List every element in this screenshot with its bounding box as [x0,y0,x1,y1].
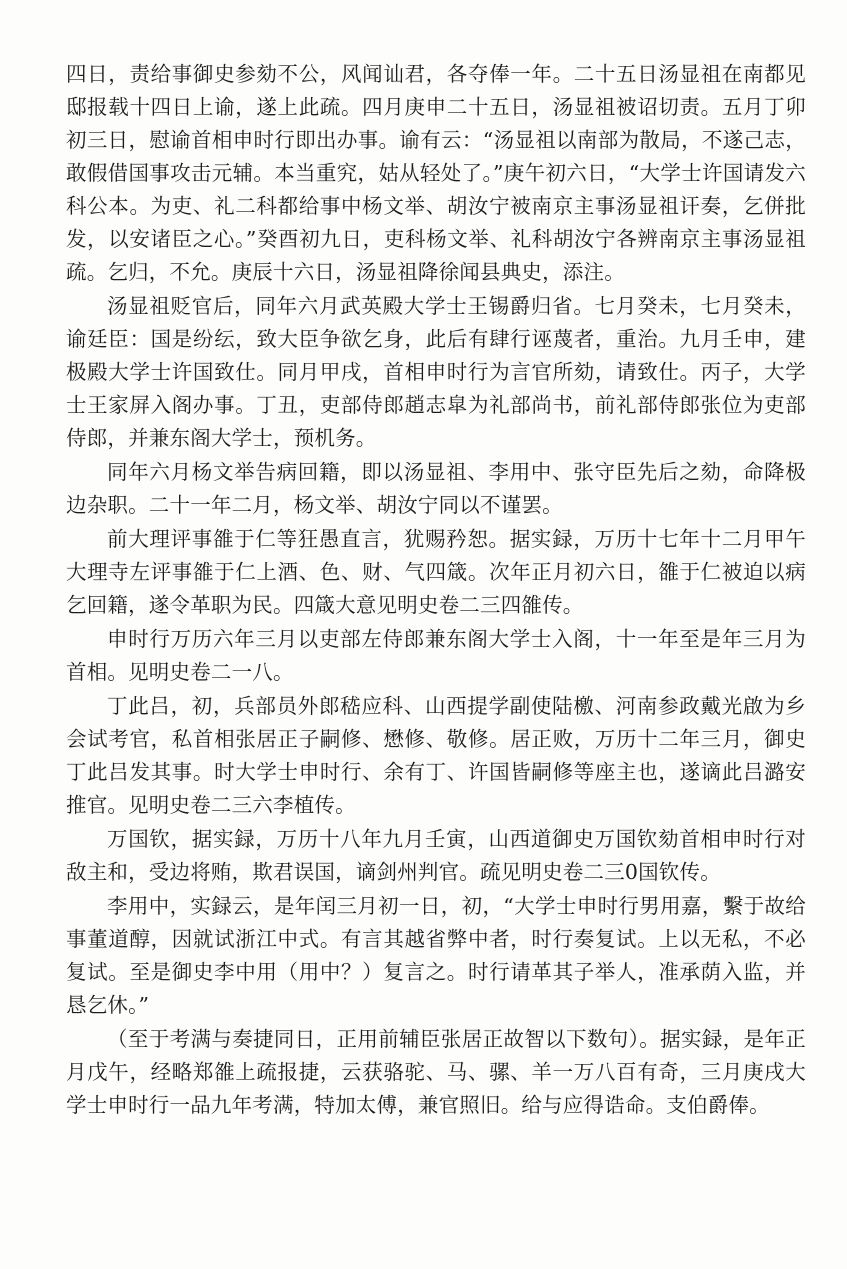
paragraph-6: 丁此吕，初，兵部员外郎嵇应科、山西提学副使陆檄、河南参政戴光啟为乡会试考官，私首相张居正子嗣修、懋修、敬修。居正败，万历十二年三月，御史丁此吕发其事。时大学士申时行、余有丁、许国皆嗣修等座主也，遂谪此吕潞安推官。见明史卷二三六李植传。 [66,694,806,817]
paragraph-7: 万国钦，据实録，万历十八年九月壬寅，山西道御史万国钦劾首相申时行对敌主和，受边将贿，欺君误国，谪剑州判官。疏见明史卷二三0国钦传。 [66,827,806,884]
document-text-body [66,58,806,1123]
paragraph-1: 四日，责给事御史参劾不公，风闻讪君，各夺俸一年。二十五日汤显祖在南都见邸报载十四日上谕，遂上此疏。四月庚申二十五日，汤显祖被诏切责。五月丁卯初三日，慰谕首相申时行即出办事。谕有云：“汤显祖以南部为散局，不遂己志，敢假借国事攻击元辅。本当重究，姑从轻处了。”庚午初六日，“大学士许国请发六科公本。为吏、礼二科都给事中杨文举、胡汝宁被南京主事汤显祖讦奏，乞併批发，以安诸臣之心。”癸酉初九日，吏科杨文举、礼科胡汝宁各辨南京主事汤显祖疏。乞归，不允。庚辰十六日，汤显祖降徐闻县典史，添注。 [66,62,806,284]
paragraph-4: 前大理评事雒于仁等狂愚直言，犹赐矜恕。据实録，万历十七年十二月甲午大理寺左评事雒于仁上酒、色、财、气四箴。次年正月初六日，雒于仁被迫以病乞回籍，遂令革职为民。四箴大意见明史卷二三四雒传。 [66,527,806,617]
paragraph-8: 李用中，实録云，是年闰三月初一日，初，“大学士申时行男用嘉，繫于故给事董道醇，因就试浙江中式。有言其越省弊中者，时行奏复试。上以无私，不必复试。至是御史李中用（用中？）复言之。时行请革其子举人，准承荫入监，并恳乞休。” [66,894,806,1017]
paragraph-9: （至于考满与奏捷同日，正用前辅臣张居正故智以下数句）。据实録，是年正月戊午，经略郑雒上疏报捷，云获骆驼、马、骡、羊一万八百有奇，三月庚戌大学士申时行一品九年考满，特加太傅，兼官照旧。给与应得诰命。支伯爵俸。 [66,1027,806,1117]
paragraph-2: 汤显祖贬官后，同年六月武英殿大学士王锡爵归省。七月癸未，七月癸未，谕廷臣：国是纷纭，致大臣争欲乞身，此后有肆行诬蔑者，重治。九月壬申，建极殿大学士许国致仕。同月甲戌，首相申时行为言官所劾，请致仕。丙子，大学士王家屏入阁办事。丁丑，吏部侍郎趙志皐为礼部尚书，前礼部侍郎张位为吏部侍郎，并兼东阁大学士，预机务。 [66,294,806,450]
paragraph-5: 申时行万历六年三月以吏部左侍郎兼东阁大学士入阁，十一年至是年三月为首相。见明史卷二一八。 [66,627,806,684]
paragraph-3: 同年六月杨文举告病回籍，即以汤显祖、李用中、张守臣先后之劾，命降极边杂职。二十一年二月，杨文举、胡汝宁同以不谨罢。 [66,460,806,517]
